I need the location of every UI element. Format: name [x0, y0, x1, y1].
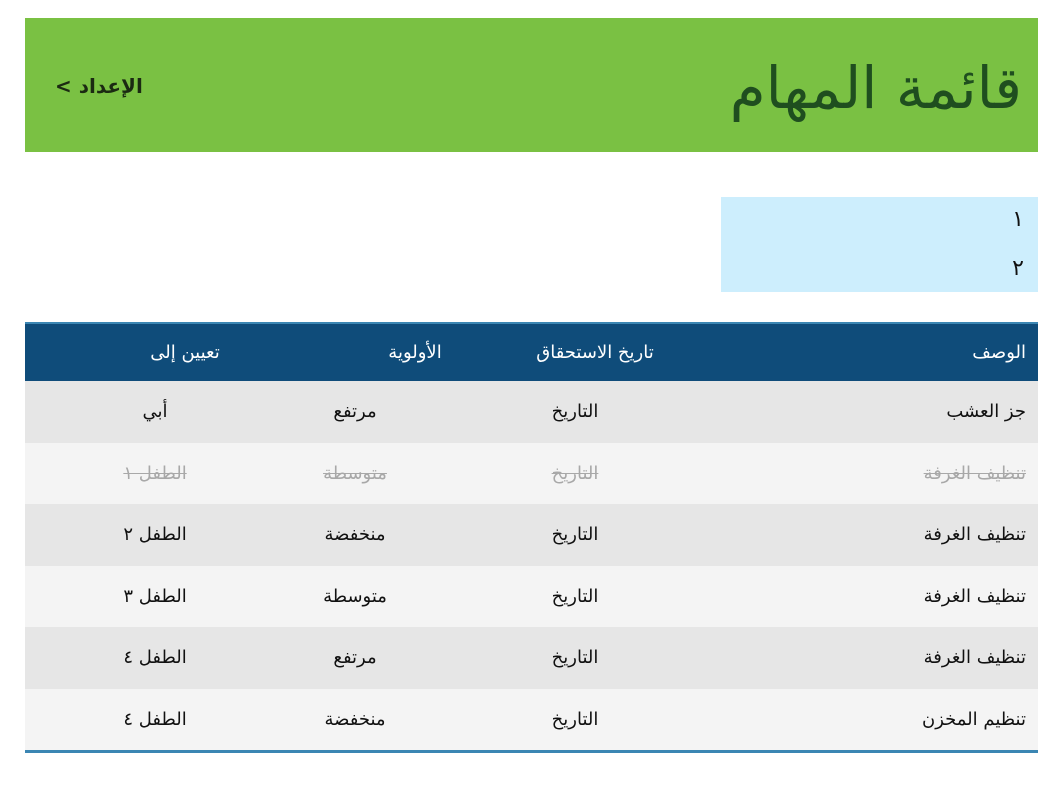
column-header-description[interactable]: الوصف: [972, 342, 1026, 363]
cell-priority[interactable]: منخفضة: [324, 524, 386, 546]
cell-due-date[interactable]: التاريخ: [551, 708, 599, 730]
cell-assigned-to[interactable]: الطفل ٤: [123, 708, 187, 730]
table-header: [25, 322, 1038, 381]
cell-due-date[interactable]: التاريخ: [551, 647, 599, 669]
cell-description[interactable]: تنظيف الغرفة: [923, 647, 1026, 669]
header-banner: [25, 18, 1038, 152]
cell-priority[interactable]: مرتفع: [333, 401, 377, 423]
table-row[interactable]: [25, 381, 1038, 443]
cell-due-date[interactable]: التاريخ: [551, 401, 599, 423]
setup-link[interactable]: الإعداد >: [55, 74, 143, 98]
cell-due-date[interactable]: التاريخ: [551, 585, 599, 607]
column-header-due-date[interactable]: تاريخ الاستحقاق: [536, 342, 654, 363]
cell-priority[interactable]: متوسطة: [323, 462, 387, 484]
cell-priority[interactable]: مرتفع: [333, 647, 377, 669]
cell-assigned-to[interactable]: الطفل ١: [123, 462, 187, 484]
table-row[interactable]: [25, 566, 1038, 628]
cell-assigned-to[interactable]: الطفل ٣: [123, 585, 187, 607]
info-line-2: ٢: [1012, 256, 1024, 281]
table-row[interactable]: [25, 689, 1038, 751]
task-table: [25, 322, 1038, 753]
table-row[interactable]: [25, 443, 1038, 505]
cell-priority[interactable]: متوسطة: [323, 585, 387, 607]
cell-description[interactable]: تنظيف الغرفة: [923, 524, 1026, 546]
info-line-1: ١: [1012, 207, 1024, 232]
cell-due-date[interactable]: التاريخ: [551, 462, 599, 484]
cell-priority[interactable]: منخفضة: [324, 708, 386, 730]
table-body: [25, 381, 1038, 750]
cell-description[interactable]: جز العشب: [946, 401, 1026, 423]
cell-assigned-to[interactable]: الطفل ٢: [123, 524, 187, 546]
page-title: قائمة المهام: [729, 54, 1022, 122]
cell-due-date[interactable]: التاريخ: [551, 524, 599, 546]
table-row[interactable]: [25, 627, 1038, 689]
cell-description[interactable]: تنظيف الغرفة: [923, 462, 1026, 484]
column-header-priority[interactable]: الأولوية: [388, 342, 442, 363]
table-row[interactable]: [25, 504, 1038, 566]
info-box: [721, 197, 1038, 292]
cell-description[interactable]: تنظيم المخزن: [921, 708, 1026, 730]
column-header-assigned-to[interactable]: تعيين إلى: [150, 342, 220, 363]
cell-description[interactable]: تنظيف الغرفة: [923, 585, 1026, 607]
cell-assigned-to[interactable]: الطفل ٤: [123, 647, 187, 669]
cell-assigned-to[interactable]: أبي: [142, 401, 168, 423]
